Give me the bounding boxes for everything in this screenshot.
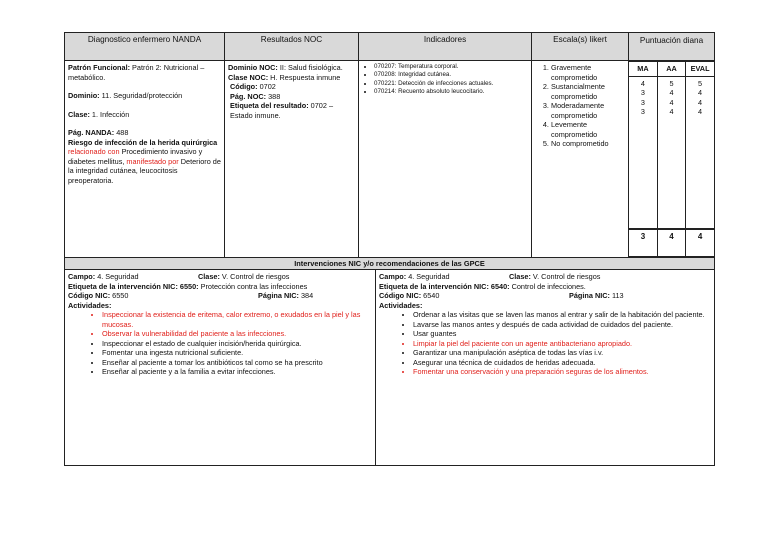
score-ma-values: 4 3 3 3 — [629, 76, 657, 228]
activity-item: • Inspeccionar el estado de cualquier incisión/herida quirúrgica. — [102, 339, 372, 349]
indicator-item: • 070221: Detección de infecciones actuales. — [374, 80, 528, 88]
activity-item: • Garantizar una manipulación aséptica de todas las vías i.v. — [413, 348, 711, 358]
activity-item: • Lavarse las manos antes y después de cada actividad de cuidados del paciente. — [413, 320, 711, 330]
nic-left-campo: Campo: 4. Seguridad Clase: V. Control de riesgos — [68, 272, 290, 281]
activity-item: • Fomentar una conservación y una preparación seguras de los alimentos. — [413, 367, 711, 377]
nic-right-activities — [379, 310, 711, 377]
indicator-item: • 070208: Integridad cutánea. — [374, 71, 528, 79]
nic-right-campo: Campo: 4. Seguridad Clase: V. Control de riesgos — [379, 272, 601, 281]
score-aa-values: 5 4 4 4 — [657, 76, 685, 228]
header-noc: Resultados NOC — [225, 33, 359, 61]
nic-left-activities — [68, 310, 372, 377]
noc-pagina: Pág. NOC: 388 — [230, 91, 281, 101]
likert-item: 3. Moderadamente comprometido — [551, 101, 625, 120]
indicators-cell — [359, 61, 532, 258]
nic-right-activities-label: Actividades: — [379, 300, 423, 310]
nic-left-codigo: Código NIC: 6550 Página NIC: 384 — [68, 291, 314, 300]
score-eval-values: 5 4 4 4 — [686, 76, 714, 228]
header-score: Puntuación diana — [629, 33, 715, 61]
activity-item: • Enseñar al paciente a tomar los antibióticos tal como se ha prescrito — [102, 358, 372, 368]
diag-statement: Riesgo de infección de la herida quirúrgica relacionado con Procedimiento invasivo y diabetes mellitus, manifestado por Deterioro de la integridad cutánea, leucocitosis preoperatoria. — [68, 137, 221, 185]
diagnosis-cell — [65, 61, 225, 258]
likert-item: 2. Sustancialmente comprometido — [551, 82, 625, 101]
header-likert: Escala(s) likert — [532, 33, 629, 61]
score-col-eval: EVAL — [686, 62, 714, 77]
likert-item: 5. No comprometido — [551, 139, 625, 149]
score-table — [629, 61, 714, 228]
diag-clase: Clase: 1. Infección — [68, 109, 130, 119]
activity-item: • Usar guantes — [413, 329, 711, 339]
activity-item: • Inspeccionar la existencia de eritema, calor extremo, o exudados en la piel y las mucosas. — [102, 310, 372, 329]
score-totals-cell — [629, 229, 715, 258]
activity-item: • Fomentar una ingesta nutricional suficiente. — [102, 348, 372, 358]
likert-list — [535, 63, 625, 149]
header-diagnosis: Diagnostico enfermero NANDA — [65, 33, 225, 61]
score-totals — [629, 229, 714, 257]
care-plan-document — [64, 32, 714, 466]
indicator-item: • 070214: Recuento absoluto leucocitario. — [374, 88, 528, 96]
score-total-eval: 4 — [686, 230, 714, 257]
nic-left-activities-label: Actividades: — [68, 300, 112, 310]
likert-item: 4. Levemente comprometido — [551, 120, 625, 139]
care-plan-table — [64, 32, 715, 258]
activity-item: • Limpiar la piel del paciente con un agente antibacteriano apropiado. — [413, 339, 711, 349]
indicators-list — [362, 63, 528, 97]
activity-item: • Enseñar al paciente y a la familia a evitar infecciones. — [102, 367, 372, 377]
diag-patron: Patrón Funcional: Patrón 2: Nutricional – metabólico. — [68, 63, 205, 82]
nic-right-cell — [376, 270, 715, 466]
activity-item: • Observar la vulnerabilidad del paciente a las infecciones. — [102, 329, 372, 339]
activity-item: • Ordenar a las visitas que se laven las manos al entrar y salir de la habitación del paciente. — [413, 310, 711, 320]
noc-cell — [225, 61, 359, 258]
header-indicators: Indicadores — [359, 33, 532, 61]
diag-pagina: Pág. NANDA: 488 — [68, 128, 129, 137]
nic-right-codigo: Código NIC: 6540 Página NIC: 113 — [379, 291, 624, 300]
likert-cell — [532, 61, 629, 258]
score-col-aa: AA — [657, 62, 685, 77]
score-total-ma: 3 — [629, 230, 657, 257]
nic-table — [64, 257, 715, 466]
nic-left-etiqueta: Etiqueta de la intervención NIC: 6550: Protección contra las infecciones — [68, 281, 308, 291]
noc-dominio: Dominio NOC: II: Salud fisiológica. — [228, 63, 343, 72]
diag-dominio: Dominio: 11. Seguridad/protección — [68, 91, 183, 100]
activity-item: • Asegurar una técnica de cuidados de heridas adecuada. — [413, 358, 711, 368]
nic-right-etiqueta: Etiqueta de la intervención NIC: 6540: Control de infecciones. — [379, 281, 586, 291]
noc-clase: Clase NOC: H. Respuesta inmune — [228, 72, 341, 82]
score-total-aa: 4 — [657, 230, 685, 257]
noc-etiqueta: Etiqueta del resultado: 0702 – Estado inmune. — [230, 101, 334, 120]
score-col-ma: MA — [629, 62, 657, 77]
score-cell — [629, 61, 715, 229]
indicator-item: • 070207: Temperatura corporal. — [374, 63, 528, 71]
noc-codigo: Código: 0702 — [230, 82, 276, 91]
nic-title: Intervenciones NIC y/o recomendaciones de las GPCE — [65, 258, 715, 270]
nic-left-cell — [65, 270, 376, 466]
likert-item: 1. Gravemente comprometido — [551, 63, 625, 82]
